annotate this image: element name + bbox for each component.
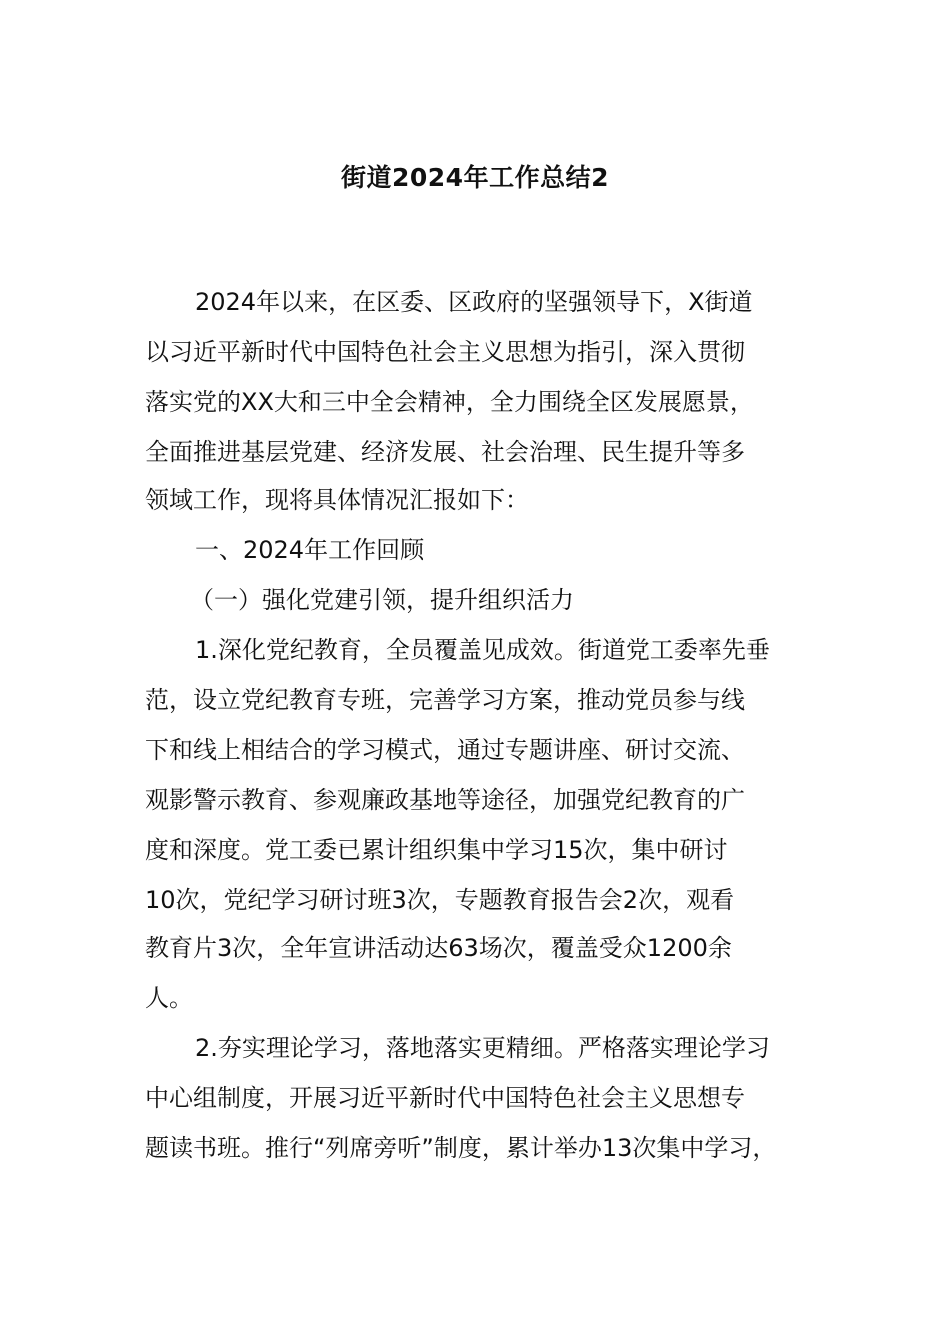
paragraph-line: 教育片3次，全年宣讲活动达63场次，覆盖受众1200余 <box>145 934 732 962</box>
paragraph-line: 范，设立党纪教育专班，完善学习方案，推动党员参与线 <box>145 686 745 714</box>
document-title: 街道2024年工作总结2 <box>341 163 609 192</box>
paragraph-line: 2.夯实理论学习，落地落实更精细。严格落实理论学习 <box>195 1034 770 1062</box>
paragraph-line: 中心组制度，开展习近平新时代中国特色社会主义思想专 <box>145 1084 745 1112</box>
subsection-heading: （一）强化党建引领，提升组织活力 <box>190 586 574 614</box>
paragraph-line: 1.深化党纪教育，全员覆盖见成效。街道党工委率先垂 <box>195 636 770 664</box>
paragraph-line: 下和线上相结合的学习模式，通过专题讲座、研讨交流、 <box>145 736 745 764</box>
paragraph-line: 观影警示教育、参观廉政基地等途径，加强党纪教育的广 <box>145 786 745 814</box>
paragraph-line: 落实党的XX大和三中全会精神，全力围绕全区发展愿景， <box>145 388 754 416</box>
paragraph-line: 题读书班。推行“列席旁听”制度，累计举办13次集中学习， <box>145 1134 777 1162</box>
paragraph-line: 2024年以来，在区委、区政府的坚强领导下，X街道 <box>195 288 753 316</box>
paragraph-line: 度和深度。党工委已累计组织集中学习15次，集中研讨 <box>145 836 728 864</box>
section-heading: 一、2024年工作回顾 <box>195 536 425 564</box>
paragraph-line: 领域工作，现将具体情况汇报如下： <box>145 486 529 514</box>
paragraph-line: 以习近平新时代中国特色社会主义思想为指引，深入贯彻 <box>145 338 745 366</box>
paragraph-line: 10次，党纪学习研讨班3次，专题教育报告会2次，观看 <box>145 886 735 914</box>
paragraph-line: 人。 <box>145 984 193 1012</box>
paragraph-line: 全面推进基层党建、经济发展、社会治理、民生提升等多 <box>145 438 745 466</box>
